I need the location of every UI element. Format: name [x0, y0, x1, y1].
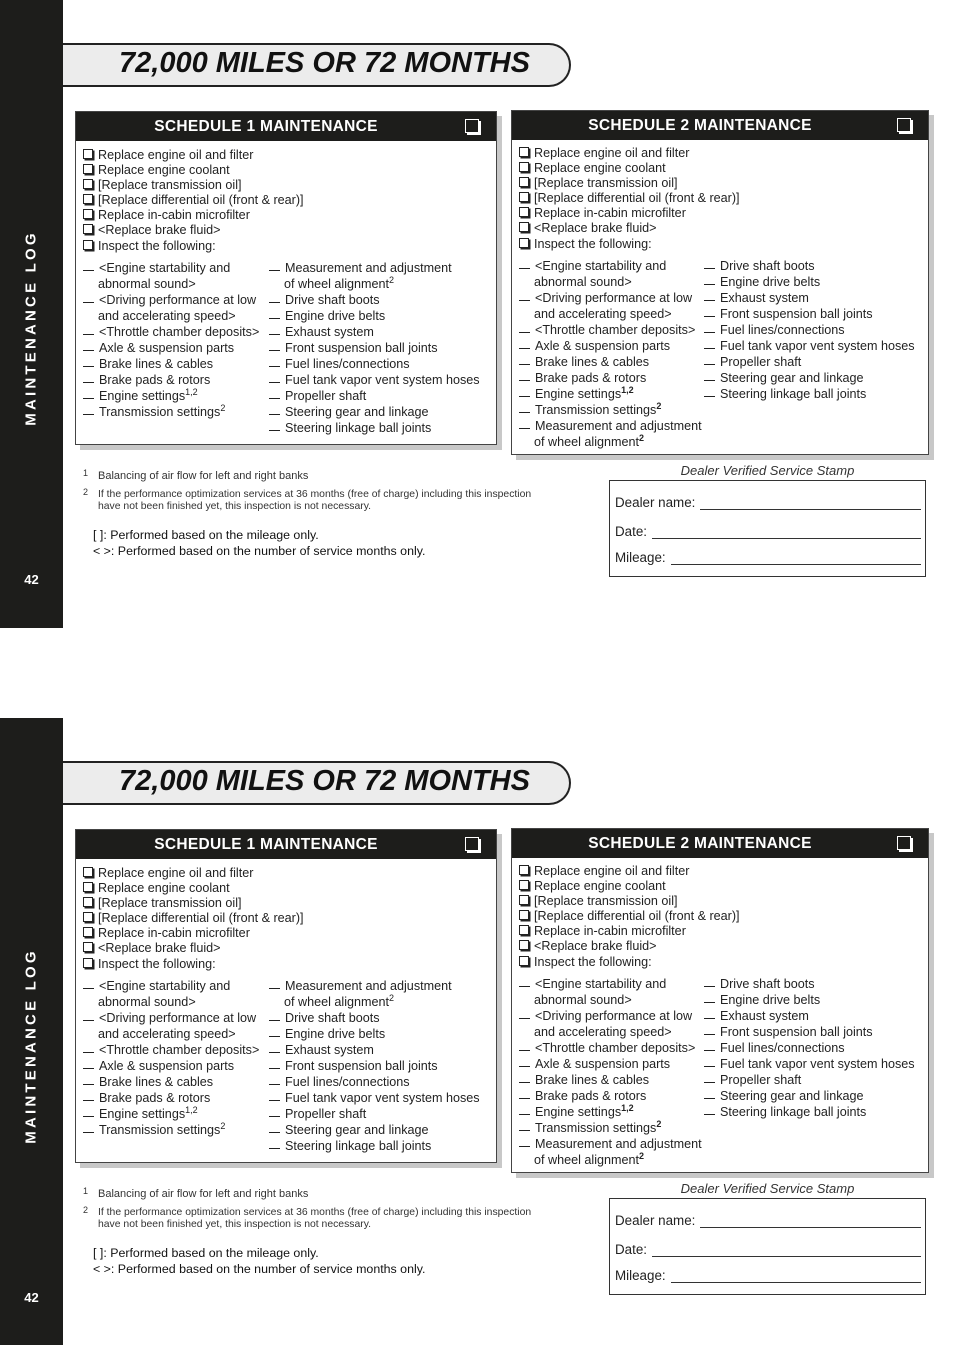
inspection-item[interactable]: Transmission settings$^2$ [519, 1120, 702, 1136]
schedule-2-body [519, 146, 924, 449]
checkbox-icon [897, 118, 911, 132]
inspection-item-cont: and accelerating speed> [534, 1024, 672, 1039]
inspection-item[interactable]: <Throttle chamber deposits> [519, 1040, 702, 1056]
inspection-item[interactable]: Propeller shaft [704, 354, 915, 370]
inspection-item-cont: abnormal sound> [98, 994, 196, 1009]
inspection-item[interactable]: Fuel lines/connections [269, 356, 480, 372]
list-item[interactable]: <Replace brake fluid> [519, 939, 924, 954]
inspection-item[interactable]: <Driving performance at low [83, 1010, 259, 1026]
legend [93, 1246, 425, 1277]
list-item[interactable]: <Replace brake fluid> [83, 223, 492, 238]
list-item[interactable]: Replace engine coolant [519, 161, 924, 176]
list-item[interactable]: [Replace differential oil (front & rear)] [83, 193, 492, 208]
inspection-item[interactable]: Engine drive belts [704, 992, 915, 1008]
list-item[interactable]: Replace in-cabin microfilter [83, 208, 492, 223]
checkbox-icon[interactable] [519, 207, 529, 217]
checkbox-icon[interactable] [83, 240, 93, 250]
inspection-item[interactable]: Exhaust system [704, 290, 915, 306]
list-item[interactable]: Replace engine oil and filter [519, 864, 924, 879]
inspection-item[interactable]: Exhaust system [269, 324, 480, 340]
list-item[interactable]: Inspect the following: [83, 239, 492, 254]
list-item[interactable]: Replace engine coolant [519, 879, 924, 894]
schedule-1-title: SCHEDULE 1 MAINTENANCE [154, 118, 378, 135]
inspection-item[interactable]: <Engine startability and [83, 978, 259, 994]
list-item[interactable]: [Replace transmission oil] [519, 894, 924, 909]
legend-months: < >: Performed based on the number of service months only. [93, 543, 426, 558]
sidebar [0, 0, 63, 628]
inspection-item-cont: abnormal sound> [534, 274, 632, 289]
checkbox-icon[interactable] [519, 192, 529, 202]
list-item[interactable]: Replace in-cabin microfilter [519, 206, 924, 221]
inspection-item[interactable]: Steering gear and linkage [269, 1122, 480, 1138]
inspection-item-cont: abnormal sound> [98, 276, 196, 291]
inspection-item[interactable]: Exhaust system [269, 1042, 480, 1058]
checkbox-icon[interactable] [83, 958, 93, 968]
inspection-item-cont: and accelerating speed> [98, 308, 236, 323]
inspection-column-1 [519, 976, 702, 1168]
inspection-item[interactable]: Transmission settings$^2$ [83, 1122, 259, 1138]
inspection-item[interactable]: Steering linkage ball joints [704, 1104, 915, 1120]
checkbox-icon [465, 837, 479, 851]
footnote-1: 1 Balancing of air flow for left and right banks [83, 468, 309, 482]
inspection-item[interactable]: Fuel tank vapor vent system hoses [704, 338, 915, 354]
schedule-2-header [512, 111, 928, 140]
legend-mileage: [ ]: Performed based on the mileage only. [93, 1246, 319, 1260]
inspection-item[interactable]: Fuel lines/connections [269, 1074, 480, 1090]
inspection-item-cont: and accelerating speed> [534, 306, 672, 321]
inspection-item[interactable]: Measurement and adjustment [519, 1136, 702, 1152]
checkbox-icon[interactable] [83, 942, 93, 952]
inspection-item[interactable]: Front suspension ball joints [269, 1058, 480, 1074]
inspection-item[interactable]: Drive shaft boots [704, 258, 915, 274]
schedule-2-title: SCHEDULE 2 MAINTENANCE [588, 117, 812, 134]
list-item[interactable]: Inspect the following: [519, 955, 924, 970]
inspection-item[interactable]: <Throttle chamber deposits> [83, 324, 259, 340]
inspection-column-1 [519, 258, 702, 450]
checkbox-icon[interactable] [83, 209, 93, 219]
inspection-item[interactable]: Fuel lines/connections [704, 1040, 915, 1056]
list-item[interactable]: Replace engine coolant [83, 881, 492, 896]
checkbox-icon[interactable] [519, 147, 529, 157]
list-item[interactable]: [Replace differential oil (front & rear)] [83, 911, 492, 926]
inspection-column-2 [269, 260, 480, 436]
checkbox-icon[interactable] [519, 895, 529, 905]
inspection-item[interactable]: Measurement and adjustment [269, 978, 480, 994]
inspection-item[interactable]: Axle & suspension parts [83, 340, 259, 356]
schedule-1-title: SCHEDULE 1 MAINTENANCE [154, 836, 378, 853]
page-number: 42 [24, 1290, 39, 1305]
inspection-item[interactable]: Propeller shaft [704, 1072, 915, 1088]
checkbox-icon[interactable] [519, 940, 529, 950]
list-item[interactable]: [Replace transmission oil] [83, 178, 492, 193]
mileage-field[interactable]: Mileage: [615, 550, 921, 565]
checkbox-icon[interactable] [519, 956, 529, 966]
inspection-item[interactable]: Engine settings$^{1,2}$ [83, 388, 259, 404]
legend [93, 528, 425, 559]
inspection-item[interactable]: Steering linkage ball joints [269, 1138, 480, 1154]
checkbox-icon[interactable] [83, 179, 93, 189]
schedule-2-panel [511, 828, 929, 1173]
title-bar [63, 761, 571, 805]
inspection-item[interactable]: Steering gear and linkage [704, 370, 915, 386]
inspection-item-cont: of wheel alignment$^2$ [534, 1150, 645, 1167]
inspection-item[interactable]: Steering gear and linkage [704, 1088, 915, 1104]
inspection-item[interactable]: Fuel tank vapor vent system hoses [269, 372, 480, 388]
inspection-item-cont: abnormal sound> [534, 992, 632, 1007]
footnote-1: 1 Balancing of air flow for left and right banks [83, 1186, 309, 1200]
inspection-item[interactable]: <Throttle chamber deposits> [519, 322, 702, 338]
inspection-item[interactable]: <Throttle chamber deposits> [83, 1042, 259, 1058]
list-item[interactable]: Inspect the following: [83, 957, 492, 972]
checkbox-icon[interactable] [519, 162, 529, 172]
list-item[interactable]: [Replace transmission oil] [519, 176, 924, 191]
inspection-item[interactable]: Engine drive belts [269, 308, 480, 324]
inspection-item[interactable]: Engine drive belts [269, 1026, 480, 1042]
inspection-item[interactable]: Front suspension ball joints [269, 340, 480, 356]
schedule-1-header [76, 112, 496, 141]
date-field[interactable]: Date: [615, 1242, 921, 1257]
checkbox-icon[interactable] [83, 194, 93, 204]
schedule-2-panel [511, 110, 929, 455]
schedule-2-body [519, 864, 924, 1167]
inspection-column-2 [704, 258, 915, 402]
checkbox-icon[interactable] [83, 224, 93, 234]
inspection-item[interactable]: Drive shaft boots [269, 292, 480, 308]
dealer-stamp-box [609, 480, 926, 577]
inspection-item[interactable]: Axle & suspension parts [519, 1056, 702, 1072]
checkbox-icon[interactable] [519, 910, 529, 920]
page-title: 72,000 MILES OR 72 MONTHS [119, 765, 530, 797]
inspection-item-cont: and accelerating speed> [98, 1026, 236, 1041]
inspection-item[interactable]: Brake lines & cables [519, 354, 702, 370]
inspection-item[interactable]: Fuel tank vapor vent system hoses [269, 1090, 480, 1106]
inspection-item[interactable]: <Driving performance at low [519, 290, 702, 306]
inspection-item[interactable]: Steering linkage ball joints [704, 386, 915, 402]
list-item[interactable]: Inspect the following: [519, 237, 924, 252]
inspection-item-cont: of wheel alignment$^2$ [284, 274, 395, 291]
footnotes [83, 1188, 533, 1238]
inspection-item[interactable]: Propeller shaft [269, 1106, 480, 1122]
inspection-item[interactable]: Transmission settings$^2$ [83, 404, 259, 420]
log-page-top [0, 0, 954, 640]
side-label: MAINTENANCE LOG [22, 948, 40, 1144]
inspection-item[interactable]: Transmission settings$^2$ [519, 402, 702, 418]
inspection-item[interactable]: <Engine startability and [83, 260, 259, 276]
inspection-item[interactable]: Propeller shaft [269, 388, 480, 404]
footnote-2: 2 If the performance optimization services at 36 months (free of charge) including this inspection have not been finished yet, this inspection is not necessary. [83, 1204, 532, 1230]
inspection-item[interactable]: <Engine startability and [519, 976, 702, 992]
mileage-field[interactable]: Mileage: [615, 1268, 921, 1283]
schedule-1-panel [75, 829, 497, 1163]
list-item[interactable]: Replace engine coolant [83, 163, 492, 178]
inspection-item-cont: of wheel alignment$^2$ [284, 992, 395, 1009]
list-item[interactable]: [Replace transmission oil] [83, 896, 492, 911]
side-label: MAINTENANCE LOG [22, 230, 40, 426]
inspection-item[interactable]: Exhaust system [704, 1008, 915, 1024]
schedule-1-body [83, 866, 492, 1153]
inspection-item[interactable]: Engine settings$^{1,2}$ [519, 386, 702, 402]
list-item[interactable]: <Replace brake fluid> [519, 221, 924, 236]
inspection-item[interactable]: <Driving performance at low [83, 292, 259, 308]
footnote-2: 2 If the performance optimization services at 36 months (free of charge) including this inspection have not been finished yet, this inspection is not necessary. [83, 486, 532, 512]
inspection-item[interactable]: Engine drive belts [704, 274, 915, 290]
inspection-column-2 [704, 976, 915, 1120]
inspection-item[interactable]: Front suspension ball joints [704, 1024, 915, 1040]
schedule-1-header [76, 830, 496, 859]
legend-months: < >: Performed based on the number of service months only. [93, 1261, 426, 1276]
stamp-title: Dealer Verified Service Stamp [680, 463, 855, 478]
list-item[interactable]: Replace in-cabin microfilter [83, 926, 492, 941]
list-item[interactable]: Replace engine oil and filter [83, 148, 492, 163]
checkbox-icon[interactable] [83, 882, 93, 892]
inspection-column-1 [83, 260, 259, 420]
inspection-item[interactable]: Drive shaft boots [704, 976, 915, 992]
checkbox-icon[interactable] [83, 897, 93, 907]
inspection-item[interactable]: Drive shaft boots [269, 1010, 480, 1026]
checkbox-icon[interactable] [83, 912, 93, 922]
dealer-stamp-box [609, 1198, 926, 1295]
list-item[interactable]: <Replace brake fluid> [83, 941, 492, 956]
inspection-item[interactable]: Brake pads & rotors [519, 370, 702, 386]
date-field[interactable]: Date: [615, 524, 921, 539]
checkbox-icon[interactable] [519, 222, 529, 232]
title-bar [63, 43, 571, 87]
checkbox-icon[interactable] [83, 927, 93, 937]
dealer-name-field[interactable]: Dealer name: [615, 495, 921, 510]
checkbox-icon[interactable] [519, 880, 529, 890]
inspection-item[interactable]: Brake lines & cables [83, 356, 259, 372]
checkbox-icon[interactable] [519, 238, 529, 248]
page-title: 72,000 MILES OR 72 MONTHS [119, 47, 530, 79]
schedule-2-header [512, 829, 928, 858]
inspection-item[interactable]: Brake pads & rotors [83, 1090, 259, 1106]
checkbox-icon [897, 836, 911, 850]
checkbox-icon [465, 119, 479, 133]
inspection-item[interactable]: Fuel lines/connections [704, 322, 915, 338]
inspection-item[interactable]: Steering linkage ball joints [269, 420, 480, 436]
inspection-item[interactable]: Measurement and adjustment [519, 418, 702, 434]
inspection-item[interactable]: <Driving performance at low [519, 1008, 702, 1024]
inspection-column-1 [83, 978, 259, 1138]
inspection-item[interactable]: Brake lines & cables [519, 1072, 702, 1088]
inspection-item[interactable]: Engine settings$^{1,2}$ [83, 1106, 259, 1122]
inspection-item-cont: of wheel alignment$^2$ [534, 432, 645, 449]
schedule-2-title: SCHEDULE 2 MAINTENANCE [588, 835, 812, 852]
schedule-1-panel [75, 111, 497, 445]
checkbox-icon[interactable] [519, 177, 529, 187]
checkbox-icon[interactable] [519, 865, 529, 875]
inspection-item[interactable]: Brake lines & cables [83, 1074, 259, 1090]
inspection-item[interactable]: Steering gear and linkage [269, 404, 480, 420]
inspection-item[interactable]: Brake pads & rotors [83, 372, 259, 388]
stamp-title: Dealer Verified Service Stamp [680, 1181, 855, 1196]
inspection-item[interactable]: Axle & suspension parts [83, 1058, 259, 1074]
list-item[interactable]: Replace in-cabin microfilter [519, 924, 924, 939]
list-item[interactable]: [Replace differential oil (front & rear)] [519, 909, 924, 924]
schedule-1-body [83, 148, 492, 435]
inspection-item[interactable]: Engine settings$^{1,2}$ [519, 1104, 702, 1120]
footnotes [83, 470, 533, 520]
inspection-column-2 [269, 978, 480, 1154]
checkbox-icon[interactable] [83, 164, 93, 174]
list-item[interactable]: Replace engine oil and filter [519, 146, 924, 161]
inspection-item[interactable]: <Engine startability and [519, 258, 702, 274]
list-item[interactable]: Replace engine oil and filter [83, 866, 492, 881]
page-number: 42 [24, 572, 39, 587]
inspection-item[interactable]: Front suspension ball joints [704, 306, 915, 322]
sidebar [0, 718, 63, 1345]
inspection-item[interactable]: Fuel tank vapor vent system hoses [704, 1056, 915, 1072]
list-item[interactable]: [Replace differential oil (front & rear)] [519, 191, 924, 206]
checkbox-icon[interactable] [519, 925, 529, 935]
inspection-item[interactable]: Axle & suspension parts [519, 338, 702, 354]
dealer-name-field[interactable]: Dealer name: [615, 1213, 921, 1228]
checkbox-icon[interactable] [83, 149, 93, 159]
inspection-item[interactable]: Measurement and adjustment [269, 260, 480, 276]
legend-mileage: [ ]: Performed based on the mileage only. [93, 528, 319, 542]
log-page-bottom [0, 718, 954, 1358]
inspection-item[interactable]: Brake pads & rotors [519, 1088, 702, 1104]
checkbox-icon[interactable] [83, 867, 93, 877]
